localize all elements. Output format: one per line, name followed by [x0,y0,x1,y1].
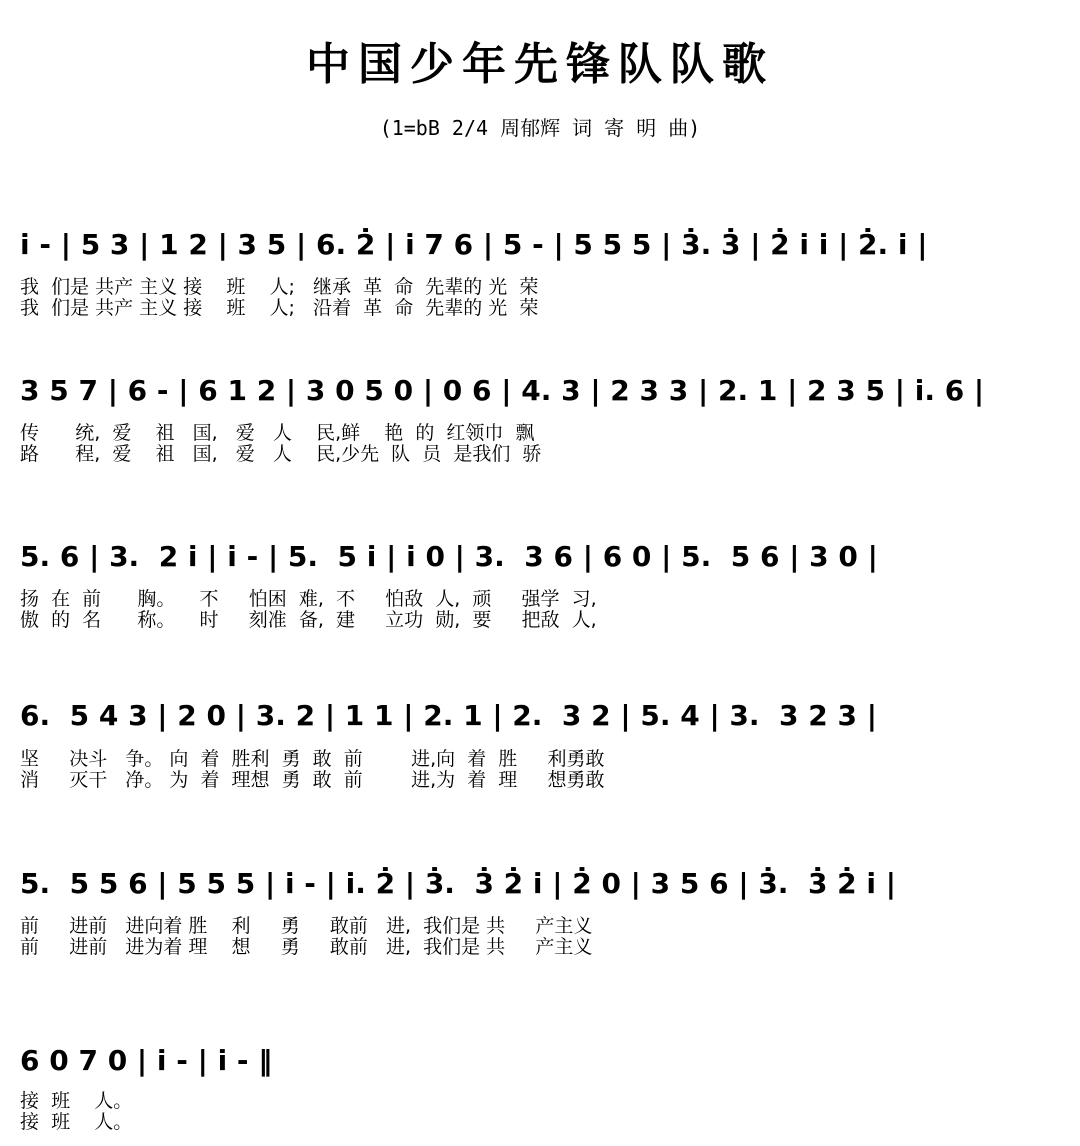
notation-line: i̇ - | 5 3 | 1 2 | 3 5 | 6. 2̇ | i̇ 7 6 | 5 - | 5 5 5 | 3̇. 3̇ | 2̇ i̇ i̇ | 2̇. i̇ | [20,228,928,261]
lyric-verse-2: 我 们是 共产 主义 接 班 人; 沿着 革 命 先辈的 光 荣 [20,297,539,319]
staff-line-1 [20,226,928,319]
lyric-verse-2: 前 进前 进为着 理 想 勇 敢前 进, 我们是 共 产主义 [20,936,593,958]
lyric-verse-2: 路 程, 爱 祖 国, 爱 人 民,少先 队 员 是我们 骄 [20,443,542,465]
staff-line-6 [20,1044,272,1133]
lyric-verse-1: 我 们是 共产 主义 接 班 人; 继承 革 命 先辈的 光 荣 [20,276,539,298]
notation-line: 6. 5 4 3 | 2 0 | 3. 2 | 1 1 | 2. 1 | 2. 3 2 | 5. 4 | 3. 3 2 3 | [20,699,877,732]
lyric-verse-2: 傲 的 名 称。 时 刻准 备, 建 立功 勋, 要 把敌 人, [20,609,597,631]
staff-line-4 [20,699,877,791]
lyric-verse-1: 接 班 人。 [20,1090,133,1112]
lyric-verse-2: 接 班 人。 [20,1111,133,1133]
lyric-verse-1: 传 统, 爱 祖 国, 爱 人 民,鲜 艳 的 红领巾 飘 [20,422,535,444]
lyric-verse-1: 坚 决斗 争。 向 着 胜利 勇 敢 前 进,向 着 胜 利勇敢 [20,748,605,770]
lyric-verse-2: 消 灭干 净。 为 着 理想 勇 敢 前 进,为 着 理 想勇敢 [20,769,605,791]
staff-line-3 [20,540,878,631]
staff-line-5 [20,865,896,958]
song-subtitle: (1=bB 2/4 周郁辉 词 寄 明 曲) [379,116,701,140]
notation-line: 5. 5 5 6 | 5 5 5 | i̇ - | i̇. 2̇ | 3̇. 3̇ 2̇ i̇ | 2̇ 0 | 3 5 6 | 3̇. 3̇ 2̇ i̇ | [20,867,896,900]
notation-line: 5. 6 | 3. 2 i̇ | i̇ - | 5. 5 i̇ | i̇ 0 | 3. 3 6 | 6 0 | 5. 5 6 | 3 0 | [20,540,878,573]
lyric-verse-1: 前 进前 进向着 胜 利 勇 敢前 进, 我们是 共 产主义 [20,915,593,937]
notation-line: 3 5 7 | 6 - | 6 1 2 | 3 0 5 0 | 0 6 | 4. 3 | 2 3 3 | 2. 1 | 2 3 5 | i̇. 6 | [20,374,985,407]
notation-line: 6 0 7 0 | i̇ - | i̇ - ‖ [20,1044,273,1077]
staff-line-2 [20,374,984,465]
song-title: 中国少年先锋队队歌 [306,39,774,90]
lyric-verse-1: 扬 在 前 胸。 不 怕困 难, 不 怕敌 人, 顽 强学 习, [20,588,597,610]
